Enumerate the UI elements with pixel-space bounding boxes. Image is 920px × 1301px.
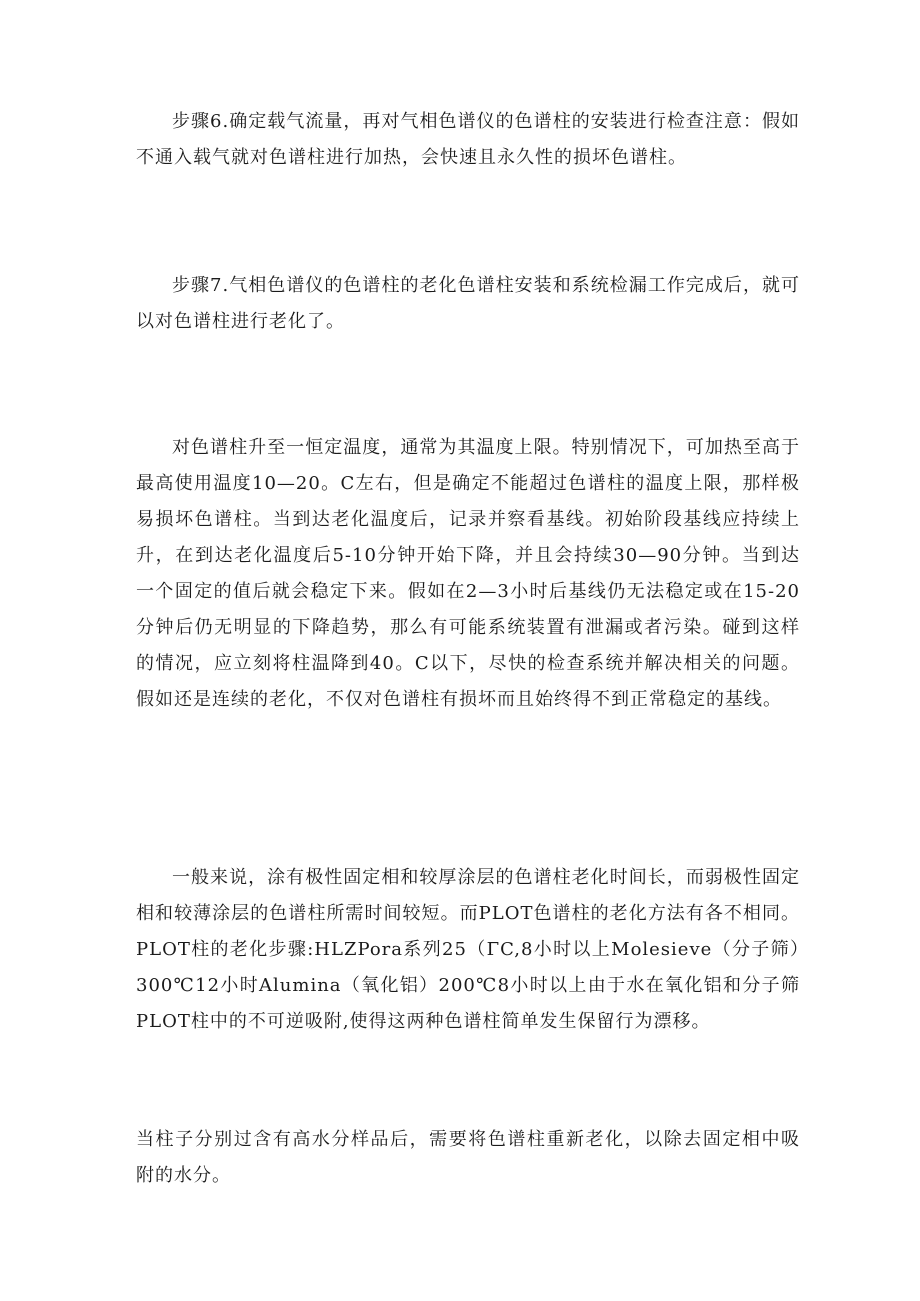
paragraph-step-7: 步骤7.气相色谱仪的色谱柱的老化色谱柱安装和系统检漏工作完成后，就可以对色谱柱进行老化了。 (136, 275, 800, 332)
paragraph-aging-procedure: 对色谱柱升至一恒定温度，通常为其温度上限。特别情况下，可加热至高于最高使用温度10—20。C左右，但是确定不能超过色谱柱的温度上限，那样极易损坏色谱柱。当到达老化温度后，记录并察看基线。初始阶段基线应持续上升，在到达老化温度后5-10分钟开始下降，并且会持续30—90分钟。当到达一个固定的值后就会稳定下来。假如在2—3小时后基线仍无法稳定或在15-20分钟后仍无明显的下降趋势，那么有可能系统装置有泄漏或者污染。碰到这样的情况，应立刻将柱温降到40。C以下，尽快的检查系统并解决相关的问题。假如还是连续的老化，不仅对色谱柱有损坏而且始终得不到正常稳定的基线。 (136, 437, 800, 710)
paragraph-plot-columns: 一般来说，涂有极性固定相和较厚涂层的色谱柱老化时间长，而弱极性固定相和较薄涂层的色谱柱所需时间较短。而PLOT色谱柱的老化方法有各不相同。PLOT柱的老化步骤:HLZPora系列25（ΓC,8小时以上Molesieve（分子筛）300℃12小时Alumina（氧化铝）200℃8小时以上由于水在氧化铝和分子筛PLOT柱中的不可逆吸附,使得这两种色谱柱简单发生保留行为漂移。 (136, 867, 800, 1032)
paragraph-re-aging: 当柱子分别过含有高水分样品后，需要将色谱柱重新老化，以除去固定相中吸附的水分。 (136, 1129, 800, 1186)
paragraph-step-6: 步骤6.确定载气流量，再对气相色谱仪的色谱柱的安装进行检查注意：假如不通入载气就对色谱柱进行加热，会快速且永久性的损坏色谱柱。 (136, 111, 800, 168)
